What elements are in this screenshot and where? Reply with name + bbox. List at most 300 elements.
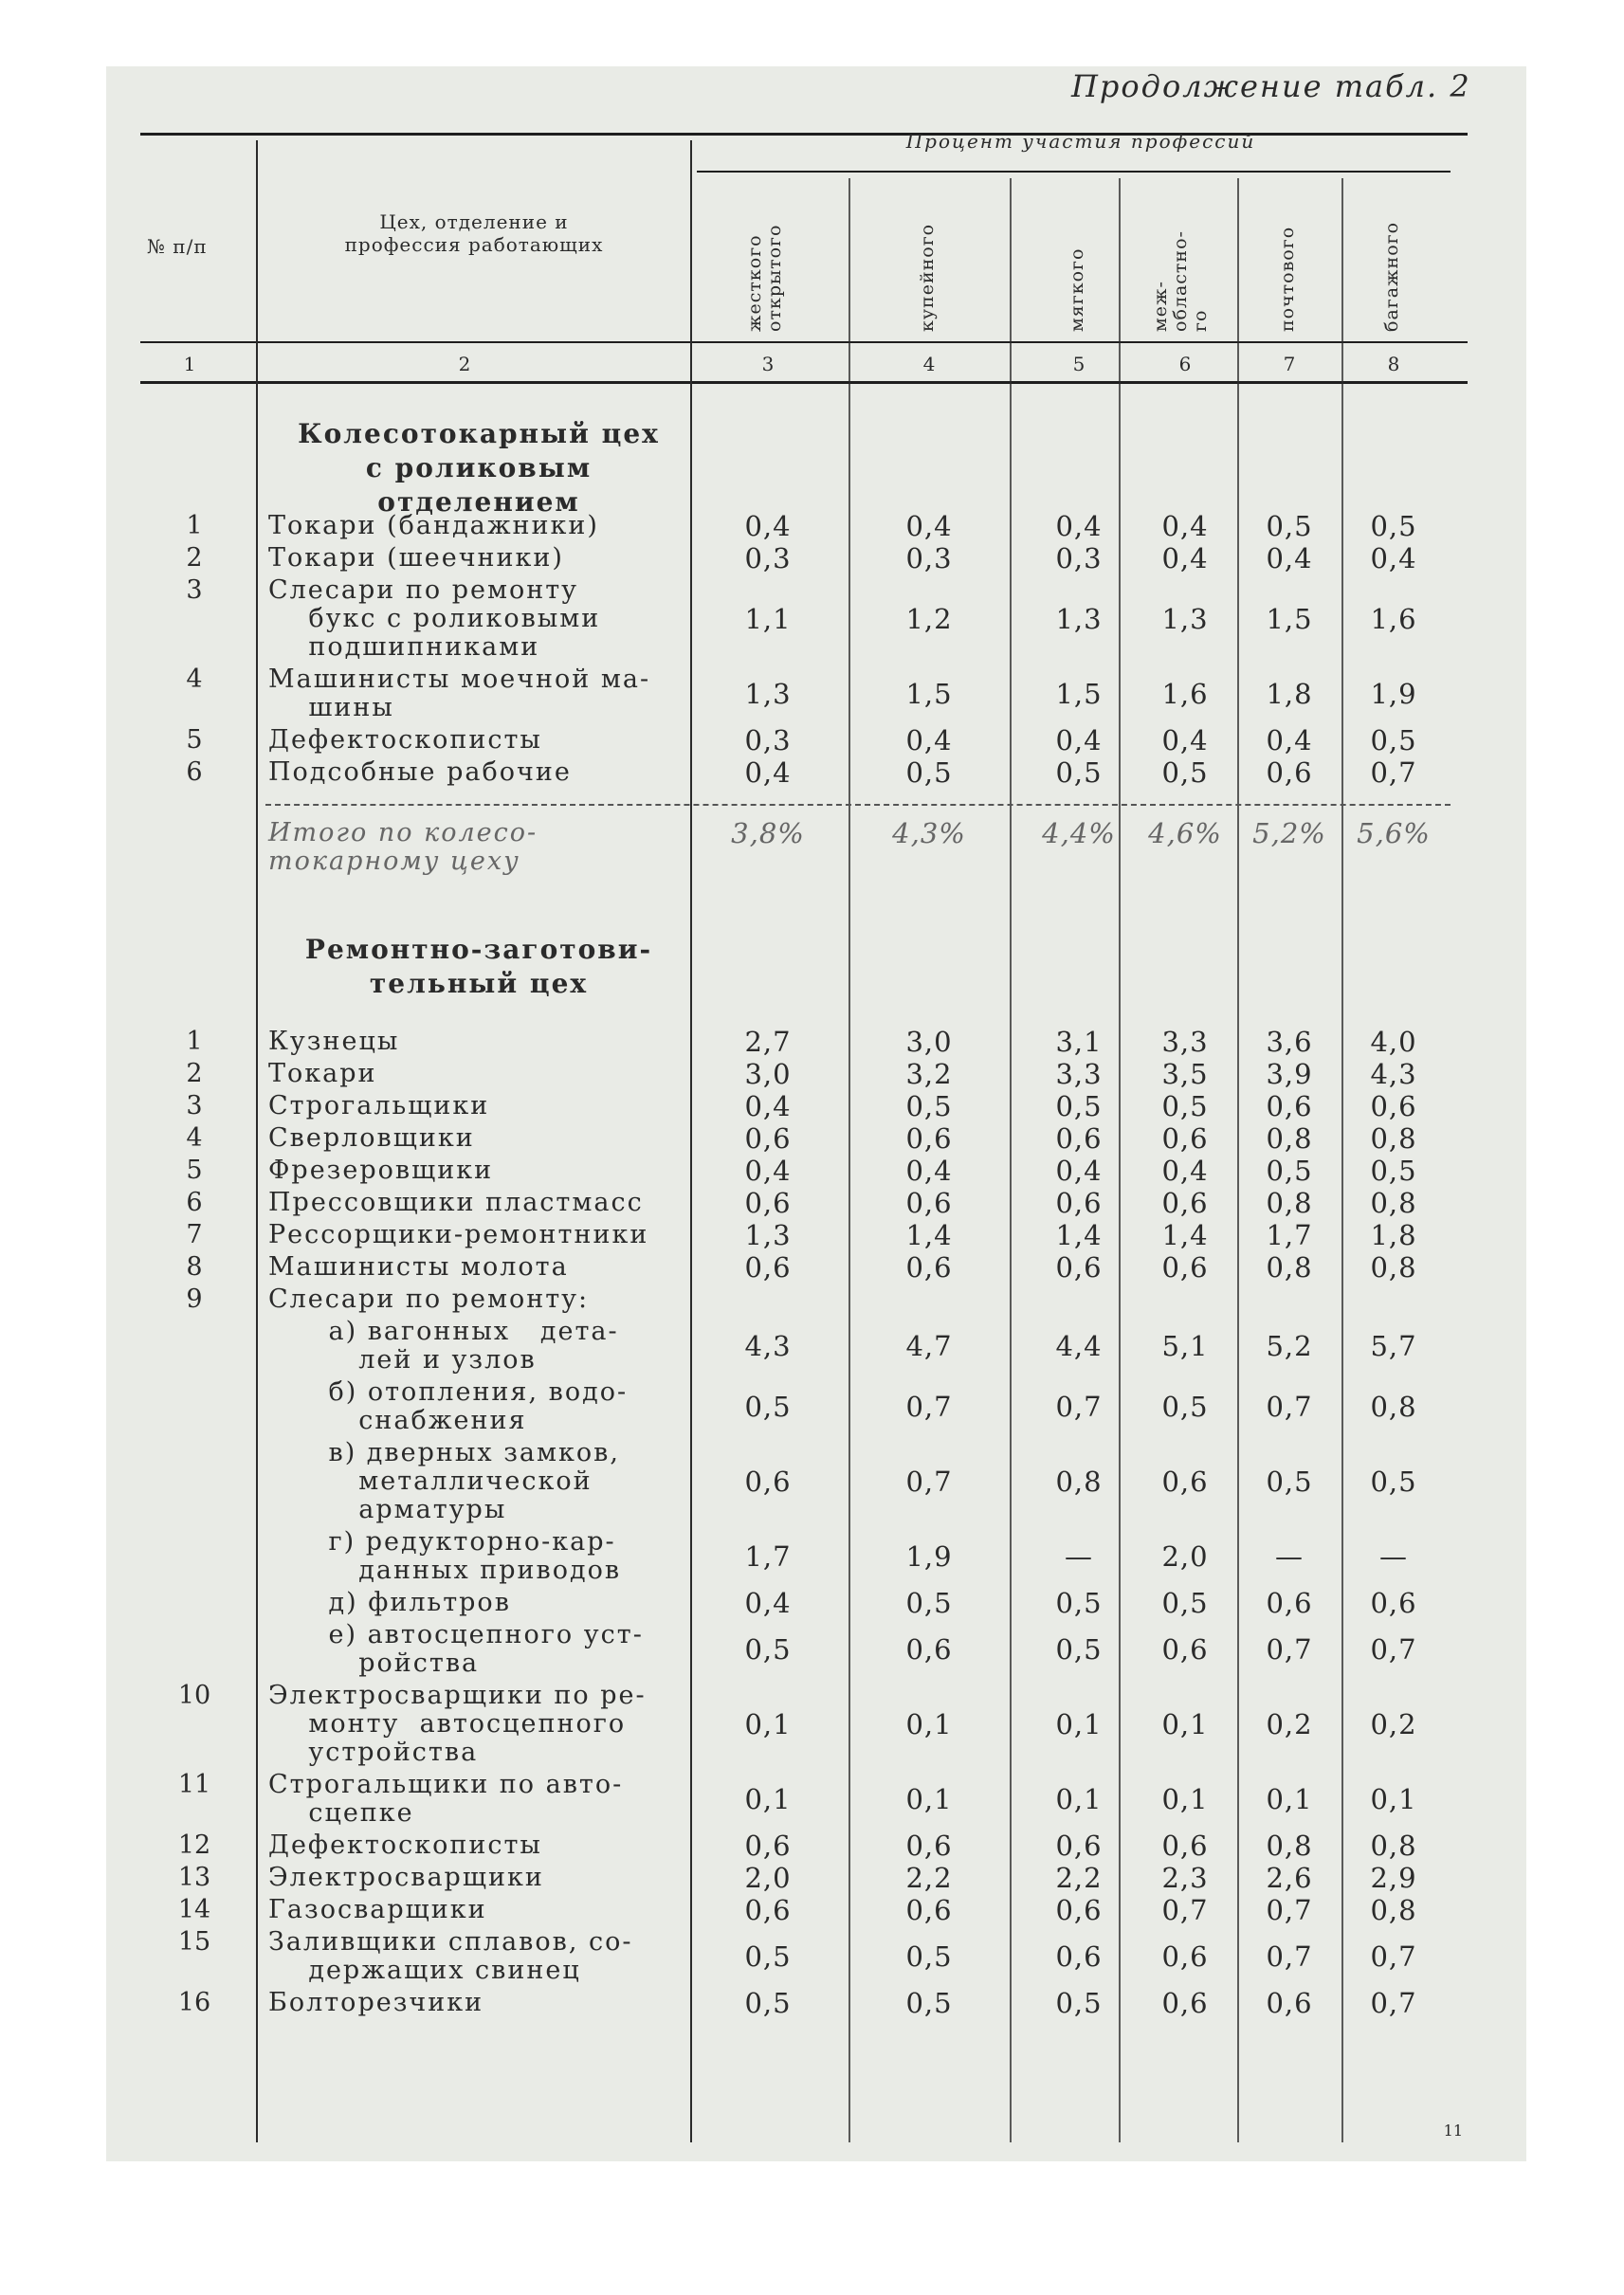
cell-value: 0,5 <box>744 1940 792 1973</box>
cell-value: 0,6 <box>1161 1940 1209 1973</box>
row-name-line: д) фильтров <box>268 1588 511 1617</box>
page-number: 11 <box>1443 2122 1463 2140</box>
section-title-line: тельный цех <box>369 968 589 999</box>
cell-value: 3,5 <box>1161 1058 1209 1090</box>
table-row <box>0 512 1624 540</box>
total-value: 4,4% <box>1042 817 1116 849</box>
cell-value: 2,2 <box>905 1862 953 1894</box>
cell-value: 0,6 <box>744 1122 792 1155</box>
table-row <box>0 1439 1624 1524</box>
cell-value: 1,5 <box>1055 678 1103 710</box>
cell-value: 2,0 <box>1161 1540 1209 1573</box>
cell-value: 3,0 <box>744 1058 792 1090</box>
continuation-label: Продолжение табл. 2 <box>1071 68 1471 104</box>
cell-value: 1,5 <box>905 678 953 710</box>
cell-value: 4,3 <box>1370 1058 1417 1090</box>
sub-column-header <box>1067 182 1087 332</box>
cell-value: 0,5 <box>1161 1090 1209 1122</box>
cell-value: 0,8 <box>1370 1894 1417 1926</box>
cell-value: 0,1 <box>1055 1783 1103 1815</box>
cell-value: 1,7 <box>1266 1219 1313 1251</box>
sub-column-header <box>1278 182 1298 332</box>
cell-value: 0,8 <box>1266 1187 1313 1219</box>
cell-value: 0,6 <box>1055 1894 1103 1926</box>
cell-value: 0,4 <box>744 510 792 542</box>
row-name-line: Газосварщики <box>268 1895 487 1924</box>
row-name-line: г) редукторно-кар- <box>268 1527 616 1557</box>
table-row <box>0 1189 1624 1217</box>
cell-value: 1,3 <box>744 678 792 710</box>
column-number: 3 <box>761 353 775 375</box>
cell-value: 0,5 <box>1161 1587 1209 1619</box>
cell-value: 0,8 <box>1370 1187 1417 1219</box>
cell-value: 0,6 <box>1161 1251 1209 1284</box>
cell-value: 0,7 <box>1370 756 1417 789</box>
sub-column-header-line: купейного <box>917 223 938 332</box>
cell-value: 0,6 <box>905 1894 953 1926</box>
row-number: 3 <box>186 1091 203 1120</box>
cell-value: 0,6 <box>744 1894 792 1926</box>
row-number: 6 <box>186 757 203 787</box>
row-name-line: Слесари по ремонту <box>268 575 579 605</box>
column-header-name-line2: профессия работающих <box>344 233 604 256</box>
cell-value: 1,4 <box>1055 1219 1103 1251</box>
row-name-line: а) вагонных дета- <box>268 1317 619 1346</box>
table-row <box>0 1682 1624 1767</box>
cell-value: 0,4 <box>1055 1155 1103 1187</box>
cell-value: 2,2 <box>1055 1862 1103 1894</box>
section-title <box>270 417 687 519</box>
cell-value: 0,6 <box>1161 1987 1209 2019</box>
cell-value: 0,1 <box>1266 1783 1313 1815</box>
row-name <box>268 1060 676 1088</box>
cell-value: 4,7 <box>905 1330 953 1362</box>
row-name-line: шины <box>268 693 394 722</box>
cell-value: 1,6 <box>1370 603 1417 635</box>
row-name <box>268 1896 676 1924</box>
cell-value: 0,6 <box>1266 1987 1313 2019</box>
cell-value: 0,6 <box>1055 1830 1103 1862</box>
column-header-name-line1: Цех, отделение и <box>379 210 569 233</box>
cell-value: 0,6 <box>744 1187 792 1219</box>
cell-value: 2,3 <box>1161 1862 1209 1894</box>
row-number: 4 <box>186 665 203 694</box>
row-name-line: Машинисты моечной ма- <box>268 665 651 694</box>
cell-value: 0,8 <box>1370 1391 1417 1423</box>
cell-value: 5,7 <box>1370 1330 1417 1362</box>
section-title-line: Ремонтно-заготови- <box>304 934 653 965</box>
table-row <box>0 1896 1624 1924</box>
cell-value: 0,4 <box>1161 542 1209 574</box>
cell-value: 0,6 <box>905 1830 953 1862</box>
sub-header-rule <box>697 171 1451 173</box>
cell-value: 0,4 <box>905 1155 953 1187</box>
column-number: 4 <box>922 353 936 375</box>
row-name-line: лей и узлов <box>268 1345 537 1375</box>
row-number: 4 <box>186 1123 203 1153</box>
table-row <box>0 1285 1624 1314</box>
cell-value: 0,5 <box>1370 510 1417 542</box>
row-name-line: Заливщики сплавов, со- <box>268 1927 633 1957</box>
row-number: 1 <box>186 1027 203 1056</box>
cell-value: 0,5 <box>1370 1466 1417 1498</box>
cell-value: 0,5 <box>1161 756 1209 789</box>
row-name <box>268 1028 676 1056</box>
row-number: 5 <box>186 725 203 755</box>
cell-value: 4,3 <box>744 1330 792 1362</box>
cell-value: 0,8 <box>1370 1830 1417 1862</box>
row-name-line: Машинисты молота <box>268 1252 569 1282</box>
row-name-line: Токари <box>268 1059 377 1088</box>
total-label-line: токарному цеху <box>268 847 520 876</box>
row-name <box>268 1285 676 1314</box>
row-name-line: Строгальщики по авто- <box>268 1770 624 1799</box>
row-name-line: Слесари по ремонту: <box>268 1284 590 1314</box>
cell-value: 0,7 <box>905 1466 953 1498</box>
row-name <box>268 1378 676 1435</box>
cell-value: 1,5 <box>1266 603 1313 635</box>
row-name-line: Строгальщики <box>268 1091 490 1120</box>
cell-value: 0,6 <box>1055 1187 1103 1219</box>
cell-value: 0,4 <box>1161 1155 1209 1187</box>
cell-value: 0,3 <box>744 542 792 574</box>
cell-value: 1,1 <box>744 603 792 635</box>
cell-value: 0,7 <box>1266 1894 1313 1926</box>
sub-column-header-line: го <box>1190 309 1211 332</box>
cell-value: 0,1 <box>905 1708 953 1740</box>
total-label-line: Итого по колесо- <box>268 818 538 847</box>
cell-value: 0,6 <box>1370 1090 1417 1122</box>
cell-value: 1,3 <box>1055 603 1103 635</box>
sub-column-header <box>1151 182 1211 332</box>
cell-value: 0,5 <box>905 1987 953 2019</box>
table-row <box>0 576 1624 662</box>
table-row <box>0 726 1624 755</box>
column-number: 6 <box>1178 353 1192 375</box>
cell-value: 0,6 <box>1161 1830 1209 1862</box>
cell-value: 0,6 <box>1266 1587 1313 1619</box>
row-name <box>268 1189 676 1217</box>
section-title-line: с роликовым отделением <box>365 452 593 518</box>
row-name <box>268 1157 676 1185</box>
row-name <box>268 1989 676 2017</box>
cell-value: 0,4 <box>1161 724 1209 756</box>
row-name <box>268 1621 676 1678</box>
cell-value: 0,7 <box>1266 1633 1313 1666</box>
row-number: 14 <box>177 1895 211 1924</box>
row-name-line: Болторезчики <box>268 1988 484 2017</box>
cell-value: 0,7 <box>1266 1391 1313 1423</box>
cell-value: 0,6 <box>905 1251 953 1284</box>
row-number: 11 <box>177 1770 211 1799</box>
cell-value: 0,5 <box>1055 756 1103 789</box>
row-name <box>268 576 676 662</box>
row-name-line: снабжения <box>268 1406 527 1435</box>
row-name <box>268 665 676 722</box>
cell-value: — <box>1275 1540 1304 1573</box>
row-name-line: в) дверных замков, <box>268 1438 620 1467</box>
cell-value: 5,1 <box>1161 1330 1209 1362</box>
cell-value: 2,6 <box>1266 1862 1313 1894</box>
column-number: 2 <box>458 353 471 375</box>
cell-value: 0,7 <box>1055 1391 1103 1423</box>
cell-value: 0,6 <box>744 1251 792 1284</box>
row-number: 15 <box>177 1927 211 1957</box>
cell-value: 0,1 <box>1161 1708 1209 1740</box>
cell-value: 4,0 <box>1370 1026 1417 1058</box>
cell-value: 1,4 <box>1161 1219 1209 1251</box>
cell-value: 4,4 <box>1055 1330 1103 1362</box>
table-row <box>0 1028 1624 1056</box>
table-row <box>0 1378 1624 1435</box>
cell-value: 0,6 <box>1161 1187 1209 1219</box>
cell-value: 0,5 <box>905 1940 953 1973</box>
cell-value: 0,5 <box>1266 1466 1313 1498</box>
cell-value: 0,4 <box>1370 542 1417 574</box>
cell-value: — <box>1379 1540 1408 1573</box>
sub-column-header-line: меж- <box>1150 281 1171 332</box>
row-name-line: устройства <box>268 1738 479 1767</box>
cell-value: 5,2 <box>1266 1330 1313 1362</box>
row-name <box>268 1589 676 1617</box>
sub-column-header <box>1382 182 1402 332</box>
cell-value: 0,5 <box>1055 1633 1103 1666</box>
total-value: 5,2% <box>1252 817 1326 849</box>
cell-value: 0,5 <box>905 756 953 789</box>
sub-column-header-line: открытого <box>764 224 785 332</box>
cell-value: 2,9 <box>1370 1862 1417 1894</box>
cell-value: 0,6 <box>744 1830 792 1862</box>
cell-value: 3,9 <box>1266 1058 1313 1090</box>
cell-value: 0,6 <box>744 1466 792 1498</box>
sub-column-header-line: почтового <box>1277 226 1298 332</box>
cell-value: 1,3 <box>744 1219 792 1251</box>
cell-value: 0,4 <box>1161 510 1209 542</box>
cell-value: 0,3 <box>905 542 953 574</box>
table-row <box>0 1124 1624 1153</box>
total-separator <box>265 804 1451 806</box>
cell-value: 0,6 <box>905 1633 953 1666</box>
cell-value: 0,5 <box>744 1633 792 1666</box>
cell-value: 0,5 <box>905 1090 953 1122</box>
row-number: 1 <box>186 511 203 540</box>
table-row <box>0 1864 1624 1892</box>
row-name-line: Токари (бандажники) <box>268 511 599 540</box>
section-title-line: Колесотокарный цех <box>298 418 660 449</box>
cell-value: 1,9 <box>905 1540 953 1573</box>
row-name-line: Рессорщики-ремонтники <box>268 1220 649 1249</box>
cell-value: 0,6 <box>905 1122 953 1155</box>
row-name-line: ройства <box>268 1648 480 1678</box>
total-label <box>268 819 676 876</box>
row-name <box>268 1092 676 1120</box>
cell-value: 0,1 <box>1055 1708 1103 1740</box>
column-header-number: № п/п <box>147 235 208 258</box>
cell-value: 0,1 <box>1370 1783 1417 1815</box>
table-row <box>0 1771 1624 1828</box>
table-row <box>0 1589 1624 1617</box>
row-name-line: Электросварщики <box>268 1863 544 1892</box>
cell-value: 0,1 <box>744 1708 792 1740</box>
row-name <box>268 1528 676 1585</box>
cell-value: 0,4 <box>1266 724 1313 756</box>
sub-column-header-line: багажного <box>1381 221 1402 332</box>
row-name-line: арматуры <box>268 1495 507 1524</box>
table-row <box>0 1092 1624 1120</box>
cell-value: 0,6 <box>1370 1587 1417 1619</box>
cell-value: 0,8 <box>1055 1466 1103 1498</box>
cell-value: 0,6 <box>1161 1633 1209 1666</box>
row-name-line: держащих свинец <box>268 1956 581 1985</box>
row-number: 6 <box>186 1188 203 1217</box>
cell-value: 0,7 <box>1161 1894 1209 1926</box>
total-value: 3,8% <box>731 817 805 849</box>
row-name-line: Кузнецы <box>268 1027 400 1056</box>
total-value: 4,3% <box>892 817 966 849</box>
table-row <box>0 1989 1624 2017</box>
row-number: 7 <box>186 1220 203 1249</box>
total-value: 4,6% <box>1148 817 1222 849</box>
cell-value: 0,6 <box>1055 1251 1103 1284</box>
cell-value: 0,5 <box>1055 1587 1103 1619</box>
row-number: 2 <box>186 543 203 573</box>
row-name-line: данных приводов <box>268 1556 622 1585</box>
row-number: 12 <box>177 1831 211 1860</box>
sub-column-header-line: мягкого <box>1067 247 1087 332</box>
row-name <box>268 512 676 540</box>
column-header-percent: Процент участия профессий <box>905 130 1256 153</box>
row-name-line: подшипниками <box>268 632 540 662</box>
row-name-line: е) автосцепного уст- <box>268 1620 644 1649</box>
row-name-line: Токари (шеечники) <box>268 543 564 573</box>
cell-value: 1,7 <box>744 1540 792 1573</box>
total-value: 5,6% <box>1357 817 1431 849</box>
sub-column-header <box>745 182 785 332</box>
cell-value: 0,6 <box>1055 1940 1103 1973</box>
row-name <box>268 1253 676 1282</box>
sub-column-header-line: областно- <box>1170 230 1191 332</box>
cell-value: 0,5 <box>744 1987 792 2019</box>
header-bottom-rule <box>140 341 1468 343</box>
table-row <box>0 1831 1624 1860</box>
cell-value: 0,4 <box>744 1090 792 1122</box>
row-number: 10 <box>177 1681 211 1710</box>
cell-value: 0,4 <box>744 1587 792 1619</box>
cell-value: 0,5 <box>1370 1155 1417 1187</box>
cell-value: 0,6 <box>1266 1090 1313 1122</box>
table-row <box>0 1318 1624 1375</box>
row-name <box>268 758 676 787</box>
cell-value: 0,4 <box>905 510 953 542</box>
row-name-line: металлической <box>268 1466 593 1496</box>
cell-value: 0,6 <box>1055 1122 1103 1155</box>
section-title <box>270 933 687 1001</box>
cell-value: 2,7 <box>744 1026 792 1058</box>
row-name <box>268 1831 676 1860</box>
row-number: 5 <box>186 1156 203 1185</box>
column-number: 7 <box>1283 353 1296 375</box>
cell-value: 2,0 <box>744 1862 792 1894</box>
cell-value: 0,6 <box>1161 1122 1209 1155</box>
table-row <box>0 665 1624 722</box>
cell-value: 3,2 <box>905 1058 953 1090</box>
row-number: 16 <box>177 1988 211 2017</box>
row-name <box>268 1864 676 1892</box>
table-row <box>0 544 1624 573</box>
cell-value: 0,1 <box>1161 1783 1209 1815</box>
cell-value: 0,8 <box>1266 1830 1313 1862</box>
row-number: 3 <box>186 575 203 605</box>
row-name-line: букс с роликовыми <box>268 604 601 633</box>
row-number: 2 <box>186 1059 203 1088</box>
cell-value: 0,4 <box>905 724 953 756</box>
table-row <box>0 1060 1624 1088</box>
cell-value: 0,8 <box>1370 1122 1417 1155</box>
column-number: 1 <box>183 353 196 375</box>
cell-value: 1,6 <box>1161 678 1209 710</box>
cell-value: 0,7 <box>1370 1987 1417 2019</box>
cell-value: 0,5 <box>1370 724 1417 756</box>
cell-value: 3,3 <box>1055 1058 1103 1090</box>
cell-value: 0,1 <box>744 1783 792 1815</box>
table-row <box>0 1528 1624 1585</box>
column-number: 8 <box>1387 353 1400 375</box>
cell-value: 0,2 <box>1266 1708 1313 1740</box>
cell-value: 3,1 <box>1055 1026 1103 1058</box>
row-name <box>268 1221 676 1249</box>
cell-value: 0,5 <box>1161 1391 1209 1423</box>
cell-value: 0,5 <box>1266 510 1313 542</box>
row-name-line: Подсобные рабочие <box>268 757 572 787</box>
cell-value: 3,6 <box>1266 1026 1313 1058</box>
row-number: 9 <box>186 1284 203 1314</box>
row-name <box>268 1771 676 1828</box>
cell-value: 0,5 <box>1055 1987 1103 2019</box>
row-name-line: монту автосцепного <box>268 1709 627 1739</box>
row-name-line: Прессовщики пластмасс <box>268 1188 644 1217</box>
cell-value: 3,0 <box>905 1026 953 1058</box>
cell-value: — <box>1065 1540 1093 1573</box>
cell-value: 0,7 <box>1266 1940 1313 1973</box>
row-name <box>268 1928 676 1985</box>
cell-value: 1,3 <box>1161 603 1209 635</box>
cell-value: 0,8 <box>1370 1251 1417 1284</box>
table-row <box>0 1253 1624 1282</box>
table-row <box>0 1621 1624 1678</box>
row-name <box>268 726 676 755</box>
row-name <box>268 1439 676 1524</box>
cell-value: 0,4 <box>1266 542 1313 574</box>
cell-value: 0,6 <box>905 1187 953 1219</box>
row-name-line: Дефектоскописты <box>268 1831 542 1860</box>
row-name-line: Электросварщики по ре- <box>268 1681 647 1710</box>
row-name <box>268 1318 676 1375</box>
cell-value: 0,5 <box>1055 1090 1103 1122</box>
row-name-line: Фрезеровщики <box>268 1156 494 1185</box>
table-row <box>0 1928 1624 1985</box>
cell-value: 0,3 <box>1055 542 1103 574</box>
column-header-name <box>275 210 673 256</box>
row-name-line: б) отопления, водо- <box>268 1377 629 1407</box>
cell-value: 0,5 <box>744 1391 792 1423</box>
row-name <box>268 544 676 573</box>
column-number: 5 <box>1072 353 1086 375</box>
cell-value: 0,2 <box>1370 1708 1417 1740</box>
sub-column-header <box>918 182 938 332</box>
cell-value: 0,6 <box>1266 756 1313 789</box>
sub-column-header-line: жесткого <box>744 234 765 332</box>
cell-value: 0,5 <box>905 1587 953 1619</box>
